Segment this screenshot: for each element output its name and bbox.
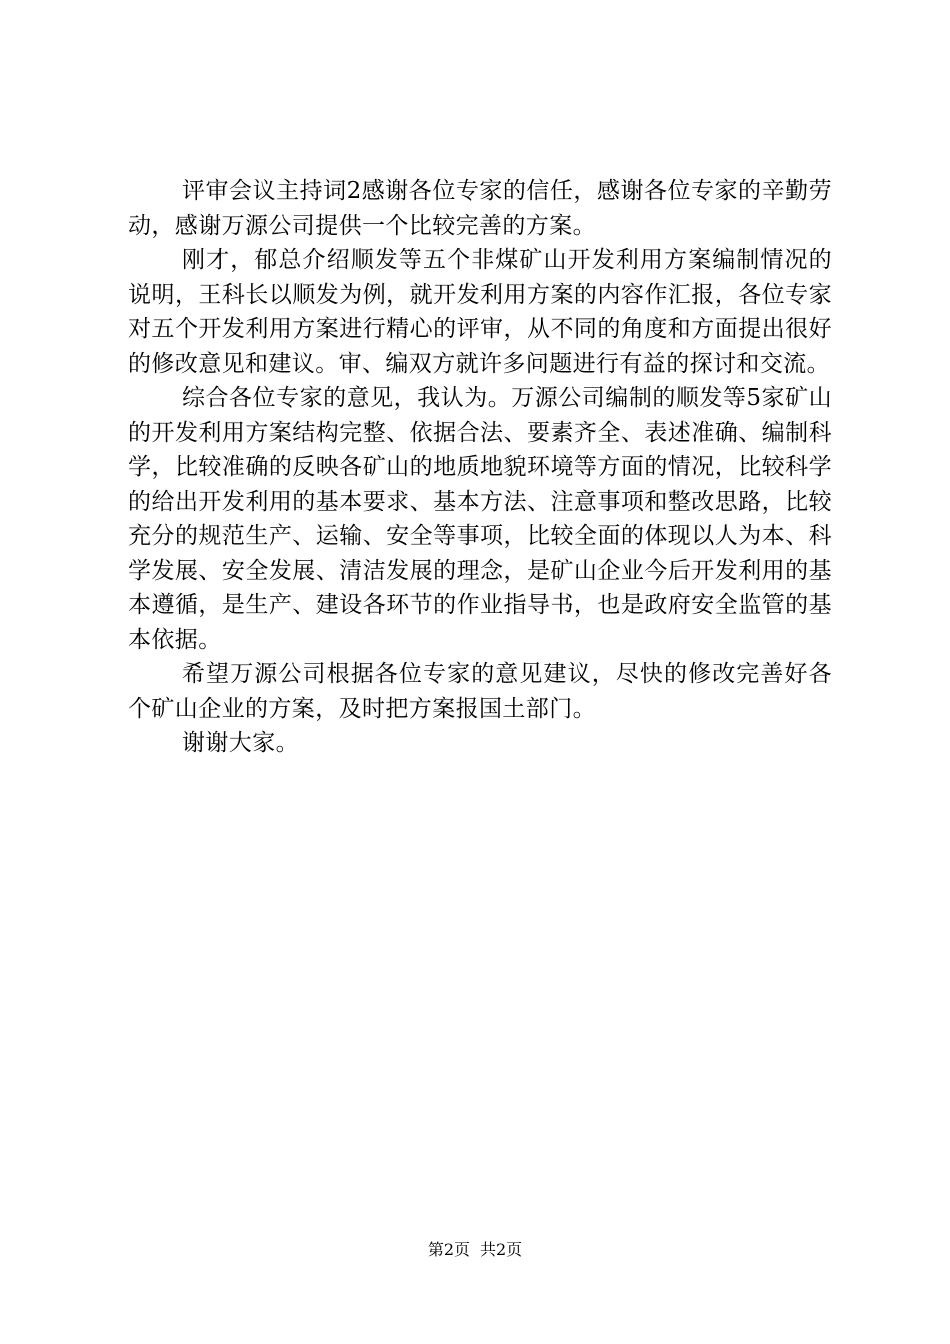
paragraph-closing: 谢谢大家。: [182, 730, 299, 756]
page-number: 第2页: [427, 1240, 470, 1259]
paragraph-review-summary: 刚才，郁总介绍顺发等五个非煤矿山开发利用方案编制情况的说明，王科长以顺发为例，就开发利用方案的内容作汇报，各位专家对五个开发利用方案进行精心的评审，从不同的角度和方面提出很好的修改意见和建议。审、编双方就许多问题进行有益的探讨和交流。: [128, 247, 832, 377]
page-total: 共2页: [480, 1240, 523, 1259]
page-footer: [0, 1240, 950, 1260]
paragraph-expert-opinion: 综合各位专家的意见，我认为。万源公司编制的顺发等5家矿山的开发利用方案结构完整、依据合法、要素齐全、表述准确、编制科学，比较准确的反映各矿山的地质地貌环境等方面的情况，比较科学的给出开发利用的基本要求、基本方法、注意事项和整改思路，比较充分的规范生产、运输、安全等事项，比较全面的体现以人为本、科学发展、安全发展、清洁发展的理念，是矿山企业今后开发利用的基本遵循，是生产、建设各环节的作业指导书，也是政府安全监管的基本依据。: [128, 385, 832, 653]
document-body: [128, 174, 832, 761]
paragraph-opening: 评审会议主持词2感谢各位专家的信任，感谢各位专家的辛勤劳动，感谢万源公司提供一个比较完善的方案。: [128, 178, 832, 239]
paragraph-request: 希望万源公司根据各位专家的意见建议，尽快的修改完善好各个矿山企业的方案，及时把方案报国土部门。: [128, 661, 832, 722]
